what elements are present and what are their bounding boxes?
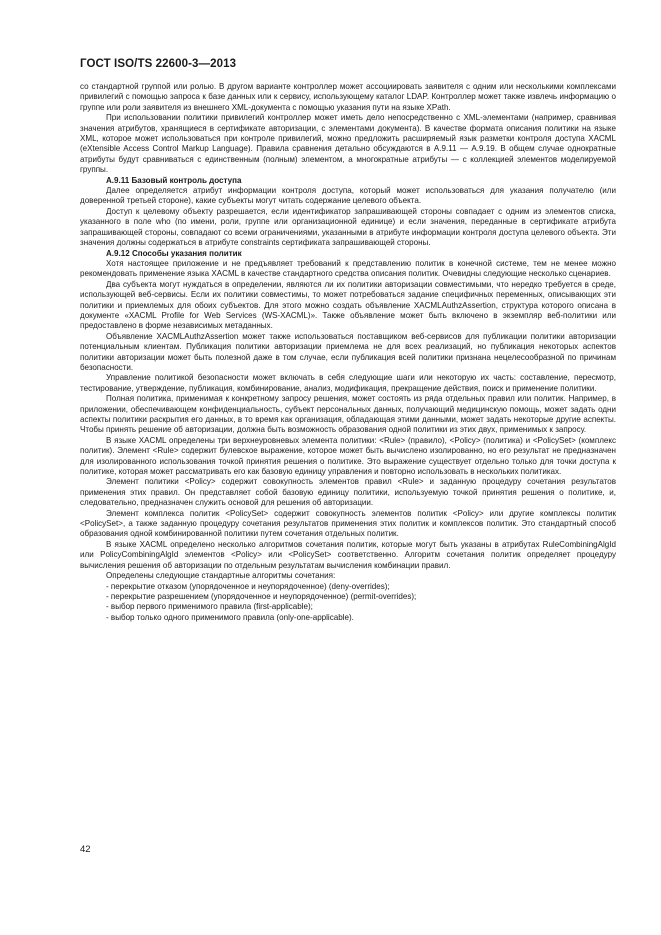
list-item: - выбор только одного применимого правила (only-one-applicable). [106, 612, 354, 622]
paragraph: Хотя настоящее приложение и не предъявляет требований к представлению политик в конечной системе, тем не менее можно рекомендовать применение языка XACML в качестве стандартного средства описания политик. Очевидны следующие несколько сценариев. [80, 258, 616, 279]
paragraph: В языке XACML определены три верхнеуровневых элемента политики: <Rule> (правило), <Policy> (политика) и <PolicySet> (комплекс политик). Элемент <Rule> содержит булевское выражение, которое может быть вычислено изолированно, но его результат не предназначен для изолированного использования точкой принятия решения о политике. Это выражение существует отдельно только для точки доступа к политике, которая может рассматривать его как базовую единицу управления и повторно использовать в нескольких политиках. [80, 435, 616, 477]
paragraph: со стандартной группой или ролью. В другом варианте контроллер может ассоциировать заявителя с одним или несколькими комплексами привилегий с помощью запроса к базе данных или к сервису, использующему каталог LDAP. Контроллер может также извлечь информацию о группе или роли заявителя из внешнего XML-документа с помощью указания пути на языке XPath. [80, 82, 616, 112]
list-item: - перекрытие отказом (упорядоченное и неупорядоченное) (deny-overrides); [106, 581, 390, 591]
paragraph: Объявление XACMLAuthzAssertion может также использоваться поставщиком веб-сервисов для публикации политики авторизации потенциальным клиентам. Публикация политики авторизации приемлема не для всех реализаций, но публикация некоторых аспектов политики авторизации может быть полезной даже в том случае, если публикация всей политики признана нецелесообразной по причинам безопасности. [80, 331, 616, 372]
paragraph: Полная политика, применимая к конкретному запросу решения, может состоять из ряда отдельных правил или политик. Например, в приложении, обеспечивающем конфиденциальность, субъект персональных данных, получающий медицинскую помощь, может задать одни аспекты политики раскрытия его данных, в то время как организация, обладающая этими данными, может задать некоторые другие аспекты. Чтобы принять решение об авторизации, должна быть возможность образования одной политики из этих двух, применимых к запросу. [80, 394, 616, 435]
paragraph: Управление политикой безопасности может включать в себя следующие шаги или некоторую их часть: составление, пересмотр, тестирование, утверждение, публикация, комбинирование, анализ, модификация, прекращение действия, поиск и применение политики. [80, 373, 616, 393]
page-number: 42 [80, 844, 91, 855]
list-item: - выбор первого применимого правила (first-applicable); [106, 602, 313, 612]
document-body [80, 82, 616, 623]
paragraph: При использовании политики привилегий контроллер может иметь дело непосредственно с XML-элементами (например, сравнивая значения атрибутов, хранящиеся в сертификате авторизации, с элементами документа). В качестве формата описания политики на языке XML, которое может использоваться при контроле привилегий, можно предложить расширяемый язык разметки контроля доступа XACML (eXtensible Access Control Markup Language). Правила сравнения детально обсуждаются в А.9.11 — А.9.19. В общем случае однократные атрибуты будут сравниваться с единственным (полным) элементом, а многократные атрибуты — с коллекцией элементов моделируемой группы. [80, 113, 616, 175]
section-heading: А.9.11 Базовый контроль доступа [106, 175, 242, 185]
list-item: - перекрытие разрешением (упорядоченное и неупорядоченное) (permit-overrides); [106, 591, 417, 601]
section-heading: А.9.12 Способы указания политик [106, 248, 242, 258]
paragraph: Два субъекта могут нуждаться в определении, являются ли их политики авторизации совместимыми, что нередко требуется в среде, использующей веб-сервисы. Если их политики совместимы, то может потребоваться задание специфичных переменных, описывающих эти политики и приемлемых для обоих субъектов. Для этого можно создать объявление XACMLAuthzAssertion, структура которого описана в документе «XACML Profile for Web Services (WS-XACML)». Также объявление может быть включено в экземпляр веб-политики или предоставлено в форме независимых метаданных. [80, 279, 616, 331]
paragraph: Определены следующие стандартные алгоритмы сочетания: [106, 571, 336, 581]
paragraph: В языке XACML определено несколько алгоритмов сочетания политик, которые могут быть указаны в атрибутах RuleCombiningAlgId или PolicyCombiningAlgId элементов <Policy> или <PolicySet> соответственно. Алгоритм сочетания политик определяет процедуру вычисления решения об авторизации по отдельным результатам вычисления комбинации правил. [80, 539, 616, 570]
paragraph: Элемент комплекса политик <PolicySet> содержит совокупность элементов политик <Policy> или другие комплексы политик <PolicySet>, а также заданную процедуру сочетания результатов применения этих политик и комплексов политик. Это стандартный способ образования одной комбинированной политики путем сочетания отдельных политик. [80, 508, 616, 539]
paragraph: Элемент политики <Policy> содержит совокупность элементов правил <Rule> и заданную процедуру сочетания результатов применения этих правил. Он представляет собой базовую единицу политики, используемую точкой принятия решения о политике, и, следовательно, предназначен служить основой для решения об авторизации. [80, 477, 616, 508]
document-header: ГОСТ ISO/TS 22600-3—2013 [80, 58, 237, 70]
paragraph: Доступ к целевому объекту разрешается, если идентификатор запрашивающей стороны совпадает с одним из элементов списка, указанного в поле who (по имени, роли, группе или организационной единице) и если значения, переданные в сертификате атрибута запрашивающей стороны, совпадают со всеми ограничениями, указанными в атрибуте информации контроля доступа целевого объекта. Эти значения должны содержаться в атрибуте constraints сертификата запрашивающей стороны. [80, 206, 616, 248]
paragraph: Далее определяется атрибут информации контроля доступа, который может использоваться для указания получателю (или доверенной третьей стороне), какие субъекты могут читать содержание целевого объекта. [80, 186, 616, 206]
